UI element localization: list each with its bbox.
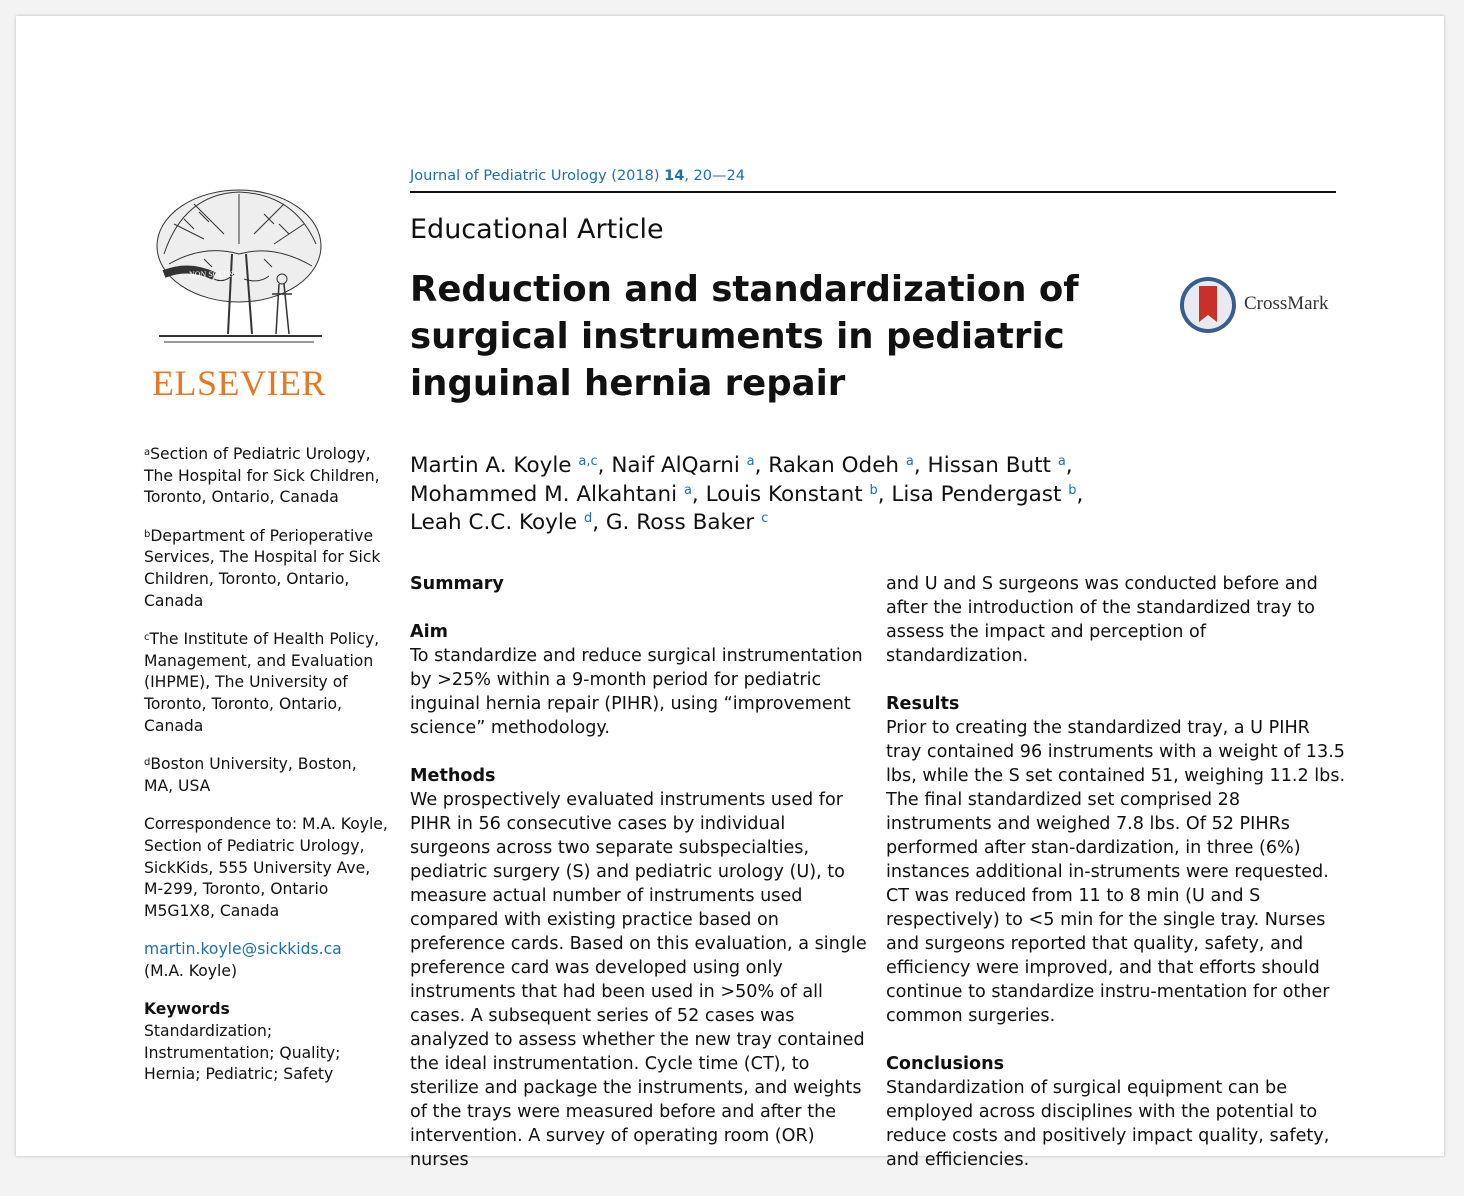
journal-pages: , 20—24 bbox=[684, 168, 745, 184]
summary-heading: Summary bbox=[410, 574, 504, 594]
author-name: Hissan Butt bbox=[927, 453, 1051, 478]
affiliation-d bbox=[144, 754, 389, 797]
author-list bbox=[410, 452, 1350, 538]
affiliation-mark: c bbox=[144, 632, 150, 644]
affiliation-c bbox=[144, 629, 389, 737]
author bbox=[606, 510, 768, 535]
author: Rakan Odeh $^a$, bbox=[768, 453, 928, 478]
author-name: Naif AlQarni bbox=[611, 453, 740, 478]
aim-text: To standardize and reduce surgical instrumentation by >25% within a 9-month period for pediatric inguinal hernia repair (PIHR), using “improvement science” methodology. bbox=[410, 646, 863, 738]
keywords-heading: Keywords bbox=[144, 1000, 230, 1019]
author-affiliation-mark[interactable]: c bbox=[761, 511, 769, 526]
keywords-text: Standardization; Instrumentation; Quality; Hernia; Pediatric; Safety bbox=[144, 1022, 341, 1084]
author-affiliation-mark[interactable]: a,c bbox=[578, 454, 598, 469]
correspondence: Correspondence to: M.A. Koyle, Section of Pediatric Urology, SickKids, 555 University Ave, M-299, Toronto, Ontario M5G1X8, Canada bbox=[144, 815, 388, 920]
affiliation-b bbox=[144, 526, 389, 612]
methods-text-continued: and U and S surgeons was conducted before and after the introduction of the standardized tray to assess the impact and perception of standardization. bbox=[886, 574, 1318, 666]
author-affiliation-mark[interactable]: b bbox=[1068, 482, 1077, 498]
author-affiliation-mark[interactable]: a bbox=[746, 454, 755, 469]
author-name: Leah C.C. Koyle bbox=[410, 510, 578, 535]
affiliation-mark: a bbox=[144, 447, 151, 458]
author: Hissan Butt $^a$, bbox=[927, 453, 1073, 478]
aim-heading: Aim bbox=[410, 622, 448, 642]
logo-banner-text: NON SOLUS bbox=[189, 270, 234, 279]
author: Naif AlQarni $^a$, bbox=[611, 453, 769, 478]
sidebar-affiliations bbox=[144, 444, 389, 1103]
author-name: Mohammed M. Alkahtani bbox=[410, 481, 678, 507]
author-name: G. Ross Baker bbox=[605, 510, 755, 535]
conclusions-heading: Conclusions bbox=[886, 1054, 1005, 1074]
elsevier-wordmark: ELSEVIER bbox=[152, 363, 326, 403]
crossmark-bookmark-icon bbox=[1178, 274, 1238, 336]
header-rule bbox=[410, 191, 1336, 193]
journal-name: Journal of Pediatric Urology (2018) bbox=[410, 168, 660, 184]
conclusions-text: Standardization of surgical equipment can be employed across disciplines with the potential to reduce costs and positively impact quality, safety, and efficiencies. bbox=[886, 1078, 1330, 1170]
elsevier-tree-icon bbox=[144, 184, 334, 362]
summary-column-2 bbox=[886, 572, 1346, 1196]
affiliation-text: Boston University, Boston, MA, USA bbox=[144, 755, 357, 795]
author: Martin A. Koyle $^{a,c}$, bbox=[410, 453, 612, 478]
elsevier-logo bbox=[144, 184, 334, 404]
affiliation-text: Department of Perioperative Services, The Hospital for Sick Children, Toronto, Ontario, Canada bbox=[144, 526, 381, 610]
author-affiliation-mark[interactable]: a bbox=[1057, 454, 1066, 469]
author-affiliation-mark[interactable]: a bbox=[683, 482, 692, 498]
author-name: Louis Konstant bbox=[705, 481, 863, 507]
author-affiliation-mark[interactable]: d bbox=[583, 511, 593, 526]
affiliation-mark: b bbox=[144, 528, 151, 540]
crossmark-label: CrossMark bbox=[1244, 293, 1329, 314]
author-name: Lisa Pendergast bbox=[891, 481, 1062, 507]
author: Louis Konstant $^b$, bbox=[705, 481, 892, 507]
correspondence-email-link[interactable]: martin.koyle@sickkids.ca bbox=[144, 940, 342, 959]
journal-citation[interactable] bbox=[410, 168, 745, 184]
author-affiliation-mark[interactable]: b bbox=[869, 482, 878, 498]
summary-column-1 bbox=[410, 572, 868, 1196]
results-text: Prior to creating the standardized tray, a U PIHR tray contained 96 instruments with a weight of 13.5 lbs, while the S set contained 51, weighing 11.2 lbs. The final standardized set comprised 28 instruments and weighed 7.8 lbs. Of 52 PIHRs performed after stan-dardization, in three (6%) instances additional in-struments were requested. CT was reduced from 11 to 8 min (U and S respectively) to <5 min for the single tray. Nurses and surgeons reported that quality, safety, and efficiency were improved, and that efforts should continue to standardize instru-mentation for other common surgeries. bbox=[886, 718, 1346, 1026]
author-name: Martin A. Koyle bbox=[410, 453, 572, 478]
author-affiliation-mark[interactable]: a bbox=[905, 454, 914, 469]
journal-volume: 14 bbox=[664, 168, 685, 184]
author: Lisa Pendergast $^b$, bbox=[891, 481, 1084, 507]
article-type: Educational Article bbox=[410, 214, 664, 245]
methods-heading: Methods bbox=[410, 766, 496, 786]
methods-text: We prospectively evaluated instruments used for PIHR in 56 consecutive cases by individual surgeons across two separate subspecialties, pediatric surgery (S) and pediatric urology (U), to measure actual number of instruments used compared with existing practice based on preference cards. Based on this evaluation, a single preference card was developed using only instruments that had been used in >50% of all cases. A subsequent series of 52 cases was analyzed to assess whether the new tray contained the ideal instrumentation. Cycle time (CT), to sterilize and package the instruments, and weights of the trays were measured before and after the intervention. A survey of operating room (OR) nurses bbox=[410, 790, 867, 1170]
affiliation-a bbox=[144, 444, 389, 509]
crossmark-button[interactable] bbox=[1178, 274, 1348, 336]
keywords-block bbox=[144, 999, 389, 1085]
affiliation-text: The Institute of Health Policy, Management, and Evaluation (IHPME), The University of Toronto, Toronto, Ontario, Canada bbox=[144, 630, 380, 735]
author: Leah C.C. Koyle $^d$, bbox=[410, 510, 606, 535]
article-title: Reduction and standardization of surgical instruments in pediatric inguinal hernia repair bbox=[410, 269, 1079, 404]
correspondence-email-block bbox=[144, 939, 389, 982]
results-heading: Results bbox=[886, 694, 960, 714]
author: Mohammed M. Alkahtani $^a$, bbox=[410, 481, 706, 507]
author-name: Rakan Odeh bbox=[768, 453, 900, 478]
email-owner: (M.A. Koyle) bbox=[144, 961, 238, 980]
affiliation-text: Section of Pediatric Urology, The Hospital for Sick Children, Toronto, Ontario, Canada bbox=[144, 445, 380, 507]
article-page bbox=[16, 16, 1444, 1170]
affiliation-mark: d bbox=[144, 757, 151, 769]
